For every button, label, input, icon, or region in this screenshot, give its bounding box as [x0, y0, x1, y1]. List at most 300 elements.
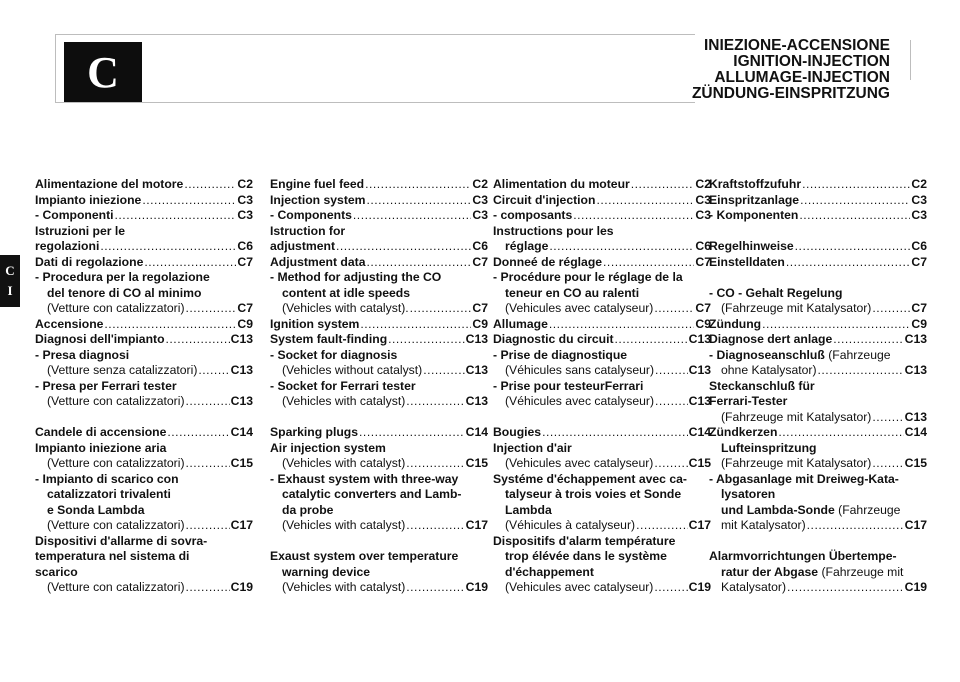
toc-entry-text: - composants [493, 208, 573, 222]
toc-leader-dots [198, 363, 229, 379]
toc-leader-dots [833, 332, 903, 348]
chapter-title-it: INIEZIONE-ACCENSIONE [703, 37, 890, 54]
toc-entry [709, 549, 927, 565]
toc-entry[interactable] [493, 394, 711, 410]
toc-entry-text: und Lambda-Sonde [721, 502, 835, 517]
toc-leader-dots [366, 255, 471, 271]
toc-entry-text: Circuit d'injection [493, 192, 596, 207]
toc-leader-dots [100, 239, 236, 255]
toc-leader-dots [388, 332, 465, 348]
toc-page-number[interactable]: C14 [465, 425, 488, 439]
toc-entry[interactable] [493, 193, 711, 209]
toc-entry-text: (Vehicules avec catalyseur) [505, 580, 654, 594]
toc-entry [270, 410, 488, 426]
toc-entry-text: Impianto iniezione aria [35, 440, 167, 455]
toc-entry [270, 549, 488, 565]
toc-entry-text: ohne Katalysator) [721, 363, 817, 377]
toc-entry [35, 270, 253, 286]
toc-leader-dots [654, 301, 694, 317]
toc-entry [270, 224, 488, 240]
toc-entry[interactable] [270, 255, 488, 271]
toc-entry [35, 503, 253, 519]
toc-entry-text: - Impianto di scarico con [35, 471, 179, 486]
toc-leader-dots [367, 193, 472, 209]
toc-entry[interactable] [709, 208, 927, 224]
toc-entry[interactable] [35, 518, 253, 534]
toc-page-number[interactable]: C13 [688, 332, 711, 346]
toc-leader-dots [542, 425, 688, 441]
toc-entry[interactable] [270, 317, 488, 333]
toc-entry[interactable] [270, 394, 488, 410]
toc-entry-text: Accensione [35, 316, 104, 331]
toc-entry-text: Lufteinspritzung [721, 440, 817, 455]
toc-entry[interactable] [270, 580, 488, 596]
toc-page-number[interactable]: C6 [472, 239, 488, 253]
toc-entry[interactable] [493, 456, 711, 472]
toc-entry [35, 379, 253, 395]
toc-entry-text: lysatoren [721, 487, 776, 501]
toc-leader-dots [144, 255, 236, 271]
toc-entry [270, 379, 488, 395]
toc-entry-text: Sparking plugs [270, 425, 359, 439]
toc-entry-text: content at idle speeds [282, 285, 410, 300]
toc-entry-text: - Componenti [35, 208, 114, 222]
toc-entry-text: teneur en CO au ralenti [505, 285, 640, 300]
toc-leader-dots [549, 239, 694, 255]
toc-leader-dots [872, 456, 903, 472]
toc-page-number[interactable]: C13 [230, 332, 253, 346]
toc-page-number[interactable]: C15 [230, 456, 253, 470]
toc-entry[interactable] [709, 425, 927, 441]
toc-entry[interactable] [709, 410, 927, 426]
toc-page-number[interactable]: C13 [465, 332, 488, 346]
toc-entry[interactable] [709, 193, 927, 209]
toc-entry-text: - Exhaust system with three-way [270, 471, 459, 486]
chapter-letter: C [87, 47, 119, 97]
toc-leader-dots [406, 394, 464, 410]
toc-entry[interactable] [709, 518, 927, 534]
toc-entry-text: (Vetture con catalizzatori) [47, 456, 185, 470]
toc-leader-dots [184, 177, 236, 193]
toc-entry-text: - Abgasanlage mit Dreiweg-Kata- [709, 471, 899, 486]
toc-leader-dots [818, 363, 904, 379]
toc-leader-dots [406, 580, 464, 596]
toc-entry-text: (Vehicles with catalyst). [282, 301, 409, 315]
toc-entry-text: ratur der Abgase [721, 564, 819, 579]
toc-entry[interactable] [35, 332, 253, 348]
chapter-title-block [590, 38, 890, 102]
toc-page-number[interactable]: C3 [695, 208, 711, 222]
toc-leader-dots [365, 177, 471, 193]
toc-entry[interactable] [35, 425, 253, 441]
toc-column-english [270, 177, 488, 596]
toc-entry-text: Zündkerzen [709, 425, 778, 439]
toc-entry[interactable] [270, 425, 488, 441]
toc-entry-text: Injection d'air [493, 440, 572, 455]
section-side-tab[interactable] [0, 255, 20, 307]
toc-entry-text: temperatura nel sistema di [35, 549, 190, 563]
toc-leader-dots [872, 410, 903, 426]
toc-entry[interactable] [270, 518, 488, 534]
toc-leader-dots [636, 518, 688, 534]
toc-leader-dots [631, 177, 695, 193]
toc-column-french [493, 177, 711, 596]
toc-page-number[interactable]: C7 [911, 301, 927, 315]
toc-entry [709, 472, 927, 488]
toc-entry-text: - Components [270, 208, 352, 222]
toc-page-number[interactable]: C14 [904, 425, 927, 439]
toc-entry[interactable] [709, 301, 927, 317]
toc-entry-text: - Procedura per la regolazione [35, 270, 210, 284]
toc-entry-text: Allumage [493, 316, 548, 331]
toc-page-number[interactable]: C7 [911, 254, 927, 269]
side-tab-letter-i: I [7, 283, 13, 298]
toc-entry-text: Alarmvorrichtungen Übertempe- [709, 549, 897, 563]
toc-entry [35, 472, 253, 488]
toc-entry [493, 379, 711, 395]
toc-entry[interactable] [493, 208, 711, 224]
toc-leader-dots [807, 518, 904, 534]
toc-entry [35, 441, 253, 457]
toc-entry[interactable] [270, 363, 488, 379]
toc-page-number[interactable]: C3 [695, 192, 711, 207]
toc-leader-dots [166, 332, 230, 348]
toc-entry [493, 348, 711, 364]
toc-entry [709, 565, 927, 581]
toc-entry-text: Katalysator) [721, 580, 787, 594]
toc-entry-text: Zündung [709, 316, 762, 331]
toc-entry-text: (Vehicules avec catalyseur) [505, 301, 654, 315]
toc-entry-text: Candele di accensione [35, 425, 167, 439]
toc-entry [270, 565, 488, 581]
toc-page-number[interactable]: C2 [472, 177, 488, 191]
toc-entry-text: (Véhicules avec catalyseur) [505, 394, 655, 408]
toc-entry[interactable] [270, 208, 488, 224]
toc-entry[interactable] [270, 456, 488, 472]
toc-entry[interactable] [709, 363, 927, 379]
chapter-title-fr: ALLUMAGE-INJECTION [714, 69, 890, 86]
toc-page-number[interactable]: C3 [237, 208, 253, 222]
toc-entry[interactable] [493, 518, 711, 534]
toc-page-number[interactable]: C15 [688, 456, 711, 470]
toc-entry[interactable] [493, 425, 711, 441]
toc-page-number[interactable]: C13 [904, 409, 927, 424]
toc-page-number[interactable]: C9 [911, 316, 927, 331]
toc-entry[interactable] [709, 317, 927, 333]
toc-page-number[interactable]: C17 [465, 518, 488, 532]
toc-entry [709, 534, 927, 550]
toc-entry-text: - Socket for diagnosis [270, 347, 398, 362]
toc-entry[interactable] [270, 177, 488, 193]
toc-page-number[interactable]: C7 [472, 254, 488, 269]
toc-entry[interactable] [493, 301, 711, 317]
toc-entry[interactable] [35, 317, 253, 333]
toc-entry-text: mit Katalysator) [721, 518, 806, 532]
toc-entry [270, 348, 488, 364]
toc-entry [35, 549, 253, 565]
toc-leader-dots [186, 580, 230, 596]
toc-entry-text: (Fahrzeuge mit Katalysator) [721, 456, 872, 470]
toc-entry[interactable] [270, 332, 488, 348]
toc-entry [709, 224, 927, 240]
toc-leader-dots [654, 456, 687, 472]
toc-entry [35, 348, 253, 364]
toc-entry[interactable] [35, 301, 253, 317]
toc-page-number[interactable]: C3 [911, 192, 927, 207]
toc-page-number[interactable]: C9 [695, 316, 711, 331]
toc-entry-text: Adjustment data [270, 254, 366, 269]
toc-entry-suffix: (Fahrzeuge [824, 347, 891, 362]
toc-entry [493, 549, 711, 565]
toc-entry-text: - Komponenten [709, 208, 799, 222]
toc-entry-text: - Socket for Ferrari tester [270, 378, 416, 393]
toc-entry [493, 487, 711, 503]
toc-page-number[interactable]: C6 [237, 239, 253, 253]
toc-entry[interactable] [493, 317, 711, 333]
toc-entry [493, 472, 711, 488]
toc-entry-text: Lambda [505, 502, 552, 517]
toc-entry[interactable] [493, 255, 711, 271]
toc-leader-dots [654, 580, 687, 596]
toc-entry[interactable] [35, 239, 253, 255]
toc-page-number[interactable]: C6 [911, 239, 927, 253]
toc-page-number[interactable]: C13 [904, 332, 927, 346]
toc-entry [709, 394, 927, 410]
header-rule-right [910, 40, 911, 80]
toc-page-number[interactable]: C3 [472, 208, 488, 222]
toc-page-number[interactable]: C13 [688, 394, 711, 408]
toc-entry-text: Dispositivi d'allarme di sovra- [35, 533, 208, 548]
toc-leader-dots [336, 239, 471, 255]
toc-entry[interactable] [709, 239, 927, 255]
toc-page-number[interactable]: C13 [230, 394, 253, 408]
toc-page-number[interactable]: C2 [911, 177, 927, 191]
toc-page-number[interactable]: C7 [472, 301, 488, 315]
toc-leader-dots [353, 208, 471, 224]
toc-page-number[interactable]: C17 [688, 518, 711, 532]
toc-entry[interactable] [35, 363, 253, 379]
toc-entry-text: (Vehicles with catalyst) [282, 580, 406, 594]
toc-entry-text: (Vetture con catalizzatori) [47, 580, 185, 594]
toc-entry [270, 503, 488, 519]
toc-entry-text: (Véhicules à catalyseur) [505, 518, 636, 532]
toc-entry [493, 410, 711, 426]
toc-page-number[interactable]: C17 [230, 518, 253, 532]
toc-entry-text: - Method for adjusting the CO [270, 270, 442, 284]
toc-entry-text: (Fahrzeuge mit Katalysator) [721, 409, 872, 424]
toc-entry-text: (Vehicles with catalyst) [282, 456, 406, 470]
toc-page-number[interactable]: C6 [695, 239, 711, 253]
toc-entry [493, 565, 711, 581]
toc-page-number[interactable]: C3 [472, 192, 488, 207]
toc-entry-text: (Vehicles without catalyst) [282, 363, 423, 377]
toc-entry-text: Instructions pour les [493, 223, 614, 238]
toc-entry[interactable] [493, 332, 711, 348]
toc-page-number[interactable]: C13 [904, 363, 927, 377]
toc-entry-text: (Vetture con catalizzatori) [47, 518, 185, 532]
toc-entry-text: e Sonda Lambda [47, 502, 145, 517]
toc-entry[interactable] [35, 456, 253, 472]
toc-page-number[interactable]: C9 [237, 316, 253, 331]
toc-entry-text: catalizzatori trivalenti [47, 487, 171, 501]
toc-entry-text: Engine fuel feed [270, 177, 365, 191]
toc-page-number[interactable]: C13 [465, 394, 488, 408]
toc-entry-text: del tenore di CO al minimo [47, 285, 202, 300]
side-tab-letter-c: C [5, 263, 15, 278]
toc-entry[interactable] [270, 193, 488, 209]
toc-entry[interactable] [493, 363, 711, 379]
toc-entry[interactable] [270, 239, 488, 255]
toc-page-number[interactable]: C14 [230, 425, 253, 439]
toc-leader-dots [615, 332, 688, 348]
toc-entry[interactable] [709, 177, 927, 193]
toc-page-number[interactable]: C9 [472, 316, 488, 331]
toc-leader-dots [786, 255, 911, 271]
toc-entry-text: scarico [35, 564, 78, 579]
toc-page-number[interactable]: C2 [237, 177, 253, 191]
toc-entry-text: Steckanschluß für [709, 378, 815, 393]
toc-leader-dots [410, 301, 472, 317]
toc-entry [709, 503, 927, 519]
toc-entry [709, 379, 927, 395]
toc-entry [493, 534, 711, 550]
chapter-title-de: ZÜNDUNG-EINSPRITZUNG [691, 85, 890, 102]
toc-entry[interactable] [493, 177, 711, 193]
toc-entry[interactable] [709, 456, 927, 472]
toc-entry [270, 534, 488, 550]
toc-entry[interactable] [709, 580, 927, 596]
toc-entry-text: - CO - Gehalt Regelung [709, 285, 843, 300]
toc-leader-dots [795, 239, 911, 255]
toc-entry [270, 472, 488, 488]
toc-leader-dots [762, 317, 910, 333]
toc-entry-text: Donneé de réglage [493, 254, 603, 269]
toc-entry[interactable] [35, 208, 253, 224]
toc-entry-text: réglage [505, 239, 549, 253]
toc-entry-text: - Diagnoseanschluß [709, 347, 825, 362]
toc-entry [709, 286, 927, 302]
toc-entry-text: Kraftstoffzufuhr [709, 177, 802, 191]
toc-entry[interactable] [35, 193, 253, 209]
toc-leader-dots [799, 208, 910, 224]
toc-entry-text: Ferrari-Tester [709, 394, 788, 408]
toc-entry[interactable] [709, 332, 927, 348]
toc-entry-text: adjustment [270, 239, 336, 253]
toc-leader-dots [596, 193, 694, 209]
toc-page-number[interactable]: C3 [237, 192, 253, 207]
toc-entry [35, 565, 253, 581]
toc-leader-dots [186, 456, 230, 472]
toc-entry[interactable] [35, 394, 253, 410]
toc-entry [35, 487, 253, 503]
toc-leader-dots [573, 208, 694, 224]
toc-page-number[interactable]: C3 [911, 208, 927, 222]
toc-page-number[interactable]: C14 [688, 425, 711, 439]
toc-page-number[interactable]: C19 [230, 580, 253, 594]
toc-entry-text: warning device [282, 564, 371, 579]
toc-entry [493, 270, 711, 286]
toc-entry-text: (Vetture senza catalizzatori) [47, 363, 198, 377]
toc-leader-dots [778, 425, 903, 441]
toc-entry-text: System fault-finding [270, 332, 388, 346]
toc-entry [493, 224, 711, 240]
toc-entry-text: Istruction for [270, 223, 346, 238]
toc-entry[interactable] [270, 301, 488, 317]
toc-entry [493, 503, 711, 519]
toc-leader-dots [872, 301, 910, 317]
toc-leader-dots [787, 580, 904, 596]
chapter-title-en: IGNITION-INJECTION [733, 53, 890, 70]
toc-entry [270, 286, 488, 302]
toc-entry-text: Alimentation du moteur [493, 177, 630, 191]
toc-entry [709, 487, 927, 503]
toc-entry-text: Einstelldaten [709, 254, 785, 269]
toc-entry [493, 286, 711, 302]
toc-page-number[interactable]: C2 [695, 177, 711, 191]
toc-entry [493, 441, 711, 457]
toc-entry-text: Bougies [493, 425, 542, 439]
toc-leader-dots [655, 394, 688, 410]
toc-entry-text: (Fahrzeuge mit Katalysator) [721, 301, 872, 315]
toc-entry-text: (Vehicles with catalyst) [282, 394, 406, 408]
toc-leader-dots [360, 317, 471, 333]
toc-page-number[interactable]: C19 [904, 580, 927, 594]
toc-page-number[interactable]: C15 [904, 456, 927, 470]
toc-page-number[interactable]: C19 [688, 580, 711, 594]
toc-column-german [709, 177, 927, 596]
toc-entry-text: - Procédure pour le réglage de la [493, 270, 683, 284]
toc-entry-text: Dati di regolazione [35, 254, 144, 269]
toc-entry[interactable] [709, 255, 927, 271]
toc-page-number[interactable]: C15 [465, 456, 488, 470]
toc-entry[interactable] [493, 580, 711, 596]
toc-entry-text: (Vehicles with catalyst) [282, 518, 406, 532]
toc-leader-dots [186, 394, 230, 410]
toc-entry-text: Istruzioni per le [35, 223, 126, 238]
toc-entry [270, 441, 488, 457]
toc-leader-dots [104, 317, 236, 333]
toc-entry-text: Diagnose dert anlage [709, 332, 833, 346]
toc-page-number[interactable]: C13 [688, 363, 711, 377]
toc-leader-dots [186, 301, 237, 317]
toc-page-number[interactable]: C19 [465, 580, 488, 594]
toc-entry-text: da probe [282, 502, 334, 517]
toc-page-number[interactable]: C7 [237, 254, 253, 269]
toc-page-number[interactable]: C7 [695, 301, 711, 315]
toc-entry-text: talyseur à trois voies et Sonde [505, 487, 682, 501]
toc-page-number[interactable]: C7 [695, 254, 711, 269]
toc-page-number[interactable]: C7 [237, 301, 253, 315]
toc-entry[interactable] [35, 255, 253, 271]
toc-entry [709, 270, 927, 286]
toc-page-number[interactable]: C17 [904, 518, 927, 532]
toc-page-number[interactable]: C13 [230, 363, 253, 377]
toc-entry-text: (Vetture con catalizzatori) [47, 394, 185, 408]
toc-entry-text: Ignition system [270, 316, 360, 331]
toc-entry[interactable] [35, 177, 253, 193]
header-rule-bottom [55, 102, 695, 103]
toc-entry[interactable] [493, 239, 711, 255]
toc-leader-dots [603, 255, 694, 271]
toc-entry[interactable] [35, 580, 253, 596]
toc-column-italian [35, 177, 253, 596]
toc-entry-text: - Presa per Ferrari tester [35, 378, 177, 393]
toc-leader-dots [406, 518, 464, 534]
toc-page-number[interactable]: C13 [465, 363, 488, 377]
header-rule-top [55, 34, 695, 35]
toc-entry-text: Einspritzanlage [709, 192, 800, 207]
toc-leader-dots [115, 208, 237, 224]
